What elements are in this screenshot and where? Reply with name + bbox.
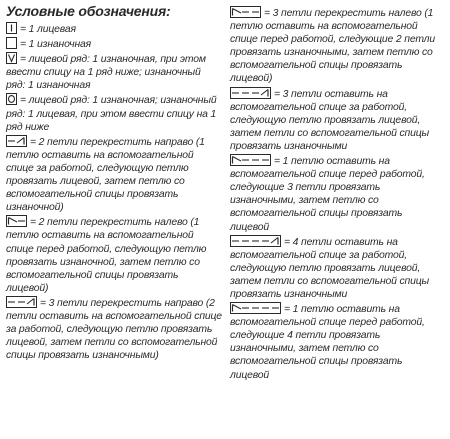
knit-stitch-icon (6, 22, 17, 34)
legend-right-column (230, 6, 438, 383)
legend-entry-text: = 4 петли оставить на вспомогательной спице за работой, следующую петлю провязать лицевой, затем петли со вспомогательной спицы провязать изнаночными (230, 236, 430, 300)
cross-4-left-icon (230, 154, 271, 166)
legend-entry-text: = 2 петли перекрестить направо (1 петлю оставить на вспомогательной спице за работой, следующую петлю провязать лицевой, затем петлю со вспомогательной спицы провязать изнаночной) (6, 136, 205, 214)
legend-entry-text: = лицевой ряд: 1 изнаночная; изнаночный ряд: 1 лицевая, при этом ввести спицу на 1 ряд ниже (6, 95, 217, 133)
cross-2-right-icon (6, 135, 27, 147)
legend-entry (6, 296, 222, 362)
legend-entry-text: = 1 изнаночная (20, 39, 92, 51)
cross-5-left-icon (230, 302, 281, 314)
legend-entry (6, 52, 222, 92)
legend-entry-text: = 1 лицевая (20, 24, 76, 35)
legend-title: Условные обозначения: (6, 3, 171, 19)
legend-entry (6, 93, 222, 133)
legend-entry (230, 302, 438, 382)
cross-5-right-icon (230, 235, 281, 247)
legend-entry-text: = 3 петли перекрестить налево (1 петлю оставить на вспомогательной спице перед работой, следующие 2 петли провязать изнаночными, затем петлю со вспомогательной спицы провязать лицевой) (230, 8, 435, 85)
legend-entry-text: = 1 петлю оставить на вспомогательной спице перед работой, следующие 3 петли провязать изнаночными, затем петлю со вспомогательной спицы провязать лицевой (230, 156, 425, 233)
legend-entry (6, 215, 222, 295)
legend-entry (230, 6, 438, 86)
cross-3-right-icon (6, 296, 37, 308)
legend-entry (6, 22, 222, 36)
cross-4-right-icon (230, 87, 271, 99)
legend-left-column (6, 22, 222, 383)
legend-entry-text: = 3 петли оставить на вспомогательной спице за работой, следующую петлю провязать лицевой, затем петли со вспомогательной спицы провязать изнаночными (230, 88, 430, 152)
legend-entry (6, 135, 222, 215)
legend-entry-text: = 3 петли перекрестить направо (2 петли оставить на вспомогательной спице за работой, следующую петлю провязать лицевой, затем петли со вспомогательной спицы провязать изнаночными) (6, 297, 222, 362)
legend-entry (6, 37, 222, 51)
legend-entry-text: = лицевой ряд: 1 изнаночная, при этом ввести спицу на 1 ряд ниже; изнаночный ряд: 1 изнаночная (6, 54, 206, 92)
legend-entry (230, 154, 438, 234)
legend-entry-text: = 2 петли перекрестить налево (1 петлю оставить на вспомогательной спице перед работой, следующую петлю провязать изнаночной, затем петлю со вспомогательной спицы провязать лицевой) (6, 217, 207, 294)
purl-stitch-icon (6, 37, 17, 49)
cross-3-left-icon (230, 6, 261, 18)
o-stitch-icon (6, 93, 17, 105)
legend-entry-text: = 1 петлю оставить на вспомогательной спице перед работой, следующие 4 петли провязать изнаночными, затем петлю со вспомогательной спицы провязать лицевой (230, 304, 425, 381)
cross-2-left-icon (6, 215, 27, 227)
v-stitch-icon (6, 52, 17, 64)
legend-entry (230, 87, 438, 153)
legend-entry (230, 235, 438, 301)
